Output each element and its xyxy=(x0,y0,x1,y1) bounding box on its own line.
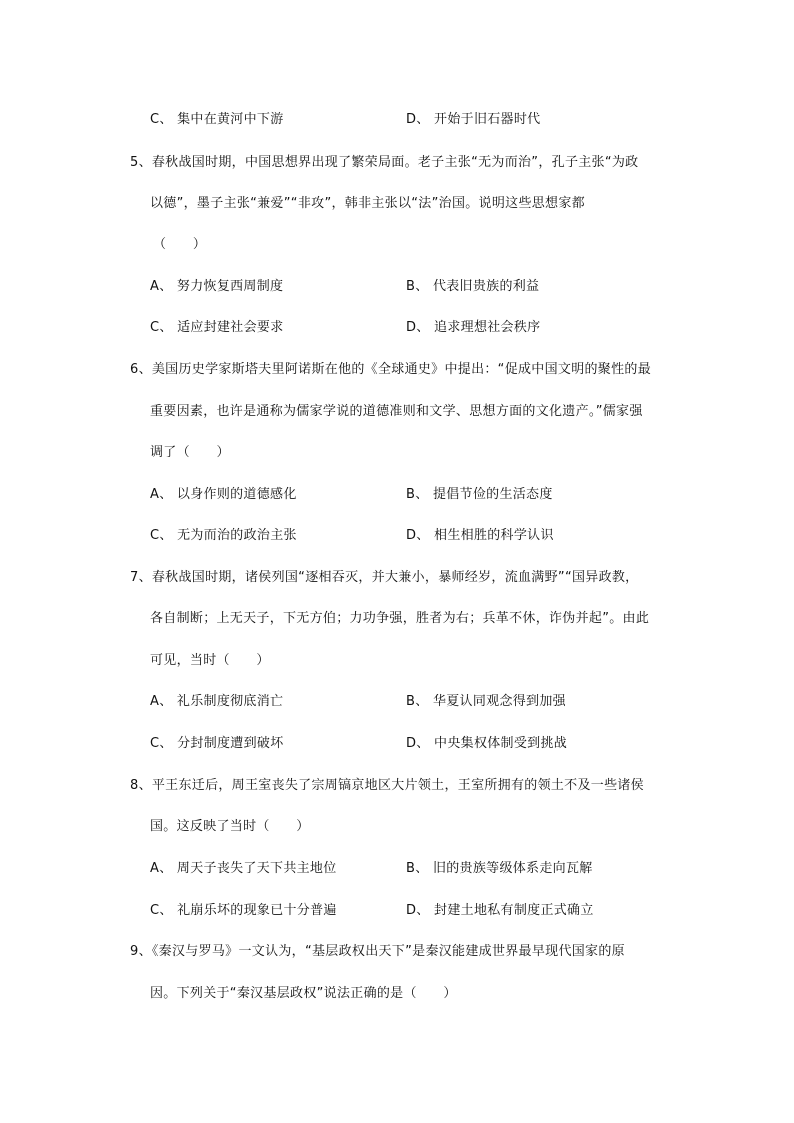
q5-answer-blank: （ ） xyxy=(153,237,207,252)
q6-stem-line-2: 重要因素，也许是通称为儒家学说的道德准则和文学、思想方面的文化遗产。”儒家强 xyxy=(150,404,643,419)
q7-option-b: B、 华夏认同观念得到加强 xyxy=(406,694,566,709)
q5-option-b: B、 代表旧贵族的利益 xyxy=(406,279,540,294)
q8-option-d: D、 封建土地私有制度正式确立 xyxy=(406,903,594,918)
q4-option-c: C、 集中在黄河中下游 xyxy=(150,112,284,127)
q5-option-d: D、 追求理想社会秩序 xyxy=(406,320,541,335)
q7-stem-line-2: 各自制断；上无天子，下无方伯；力功争强，胜者为右；兵革不休，诈伪并起”。由此 xyxy=(150,611,650,626)
q5-option-a: A、 努力恢复西周制度 xyxy=(150,279,284,294)
q8-stem-line-1: 8、平王东迁后，周王室丧失了宗周镐京地区大片领土，王室所拥有的领土不及一些诸侯 xyxy=(130,778,644,793)
q4-option-d: D、 开始于旧石器时代 xyxy=(406,112,541,127)
q8-option-c: C、 礼崩乐坏的现象已十分普遍 xyxy=(150,903,337,918)
q5-stem-line-2: 以德”，墨子主张“兼爱”“非攻”，韩非主张以“法”治国。说明这些思想家都 xyxy=(150,196,585,211)
q7-option-d: D、 中央集权体制受到挑战 xyxy=(406,736,568,751)
q6-stem-line-1: 6、美国历史学家斯塔夫里阿诺斯在他的《全球通史》中提出：“促成中国文明的聚性的最 xyxy=(130,362,652,377)
q6-option-c: C、 无为而治的政治主张 xyxy=(150,528,297,543)
q9-stem-line-1: 9、《秦汉与罗马》一文认为，“基层政权出天下”是秦汉能建成世界最早现代国家的原 xyxy=(130,944,625,959)
q5-stem-line-1: 5、春秋战国时期，中国思想界出现了繁荣局面。老子主张“无为而治”，孔子主张“为政 xyxy=(130,155,639,170)
q7-stem-line-3: 可见，当时（ ） xyxy=(150,653,270,668)
q9-stem-line-2: 因。下列关于“秦汉基层政权”说法正确的是（ ） xyxy=(150,986,457,1001)
q7-option-a: A、 礼乐制度彻底消亡 xyxy=(150,694,284,709)
q5-option-c: C、 适应封建社会要求 xyxy=(150,320,284,335)
q8-option-a: A、 周天子丧失了天下共主地位 xyxy=(150,861,337,876)
q6-option-d: D、 相生相胜的科学认识 xyxy=(406,528,554,543)
q6-option-a: A、 以身作则的道德感化 xyxy=(150,487,297,502)
q8-option-b: B、 旧的贵族等级体系走向瓦解 xyxy=(406,861,593,876)
q6-option-b: B、 提倡节俭的生活态度 xyxy=(406,487,553,502)
q8-stem-line-2: 国。这反映了当时（ ） xyxy=(150,819,310,834)
q6-stem-line-3: 调了（ ） xyxy=(150,445,230,460)
q7-option-c: C、 分封制度遭到破坏 xyxy=(150,736,284,751)
q7-stem-line-1: 7、春秋战国时期，诸侯列国“逐相吞灭，并大兼小，暴师经岁，流血满野”“国异政教， xyxy=(130,570,639,585)
